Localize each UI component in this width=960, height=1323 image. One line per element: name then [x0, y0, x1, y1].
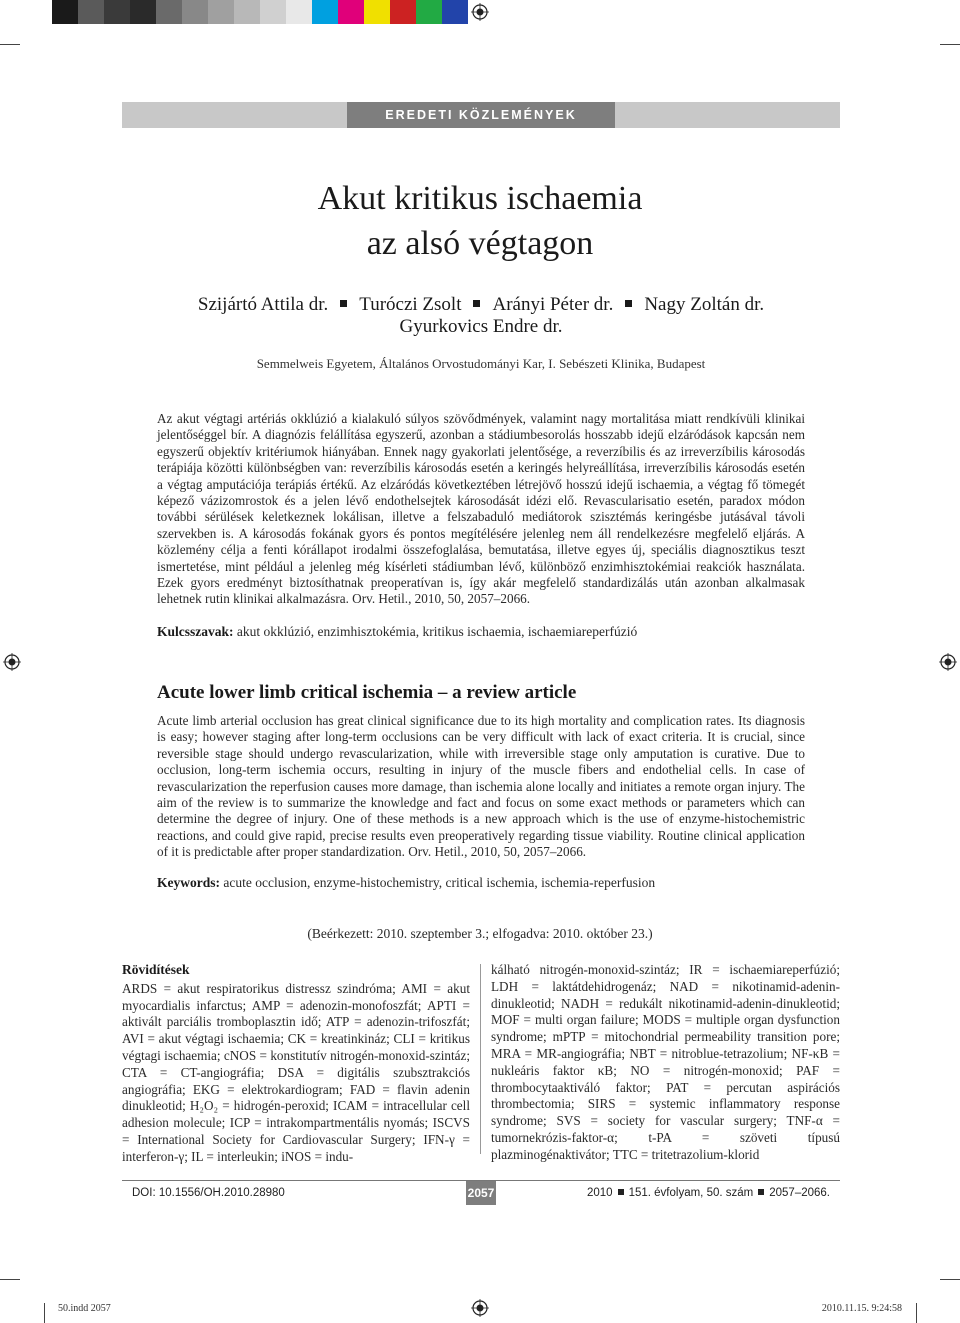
issue-separator-icon — [758, 1189, 764, 1195]
article-title — [0, 176, 960, 266]
calibration-swatch — [260, 0, 286, 24]
title-line-1: Akut kritikus ischaemia — [317, 180, 643, 217]
registration-mark-right-icon — [939, 653, 957, 671]
keywords-en-label: Keywords: — [157, 875, 220, 890]
footer-issue — [587, 1187, 830, 1199]
keywords-en — [157, 875, 805, 891]
column-divider — [480, 964, 481, 1154]
slug-datetime: 2010.11.15. 9:24:58 — [821, 1303, 902, 1314]
abbreviations-heading: Rövidítések — [122, 962, 190, 977]
abstract-en-text: Acute limb arterial occlusion has great clinical significance due to its high mortality and complication rates. Its diagnosis is easy; however staging after long-term occlusions can be very difficult with lack of exact criteria. It is crucial, since reversible stage should undergo revascularization, while with irreversible stage only amputation is curative. Due to occlusion, long-term ischemia occurs, resulting in injury of the muscle fibers and endothelial cells. In case of revascularization the reperfusion causes more damage, than ischemia alone locally and initiates a remote organ injury. The aim of the review is to summarize the knowledge and fact and focus on some exact methods or parameters which can determine the degree of injury. One of these methods is a new approach which is the use of enzyme-histochemistric reactions, and could give rapid, precise results even preoperatively regarding tissue viability. Routine clinical application of it is predictable after proper standardization. Orv. Hetil., 2010, 50, 2057–2066. — [157, 713, 805, 860]
received-dates: (Beérkezett: 2010. szeptember 3.; elfogadva: 2010. október 23.) — [307, 926, 653, 941]
page-number: 2057 — [466, 1181, 496, 1205]
calibration-swatch — [338, 0, 364, 24]
footer-doi: DOI: 10.1556/OH.2010.28980 — [132, 1187, 285, 1199]
calibration-swatch — [364, 0, 390, 24]
author-separator-icon — [473, 300, 480, 307]
keywords-en-text: acute occlusion, enzyme-histochemistry, critical ischemia, ischemia-reperfusion — [223, 875, 656, 890]
abbreviations-left-column — [122, 962, 470, 1166]
author-separator-icon — [340, 300, 347, 307]
crop-mark — [916, 1303, 917, 1323]
calibration-swatch — [182, 0, 208, 24]
keywords-hu-text: akut okklúzió, enzimhisztokémia, kritikus ischaemia, ischaemiareperfúzió — [236, 624, 638, 639]
calibration-swatch — [156, 0, 182, 24]
abbreviations-right-column — [491, 962, 840, 1164]
issue-year: 2010 — [586, 1187, 613, 1199]
crop-mark — [940, 1279, 960, 1280]
color-calibration-bar — [52, 0, 468, 24]
author: Szijártó Attila dr. — [197, 294, 329, 315]
crop-mark — [940, 44, 960, 45]
author: Turóczi Zsolt — [359, 294, 462, 315]
calibration-swatch — [286, 0, 312, 24]
slug-file: 50.indd 2057 — [58, 1303, 111, 1314]
registration-mark-bottom-icon — [471, 1299, 489, 1317]
crop-mark — [0, 1279, 20, 1280]
calibration-swatch — [130, 0, 156, 24]
issue-volume: 151. évfolyam, 50. szám — [628, 1187, 754, 1199]
crop-mark — [0, 44, 20, 45]
keywords-hu — [157, 624, 805, 640]
author: Nagy Zoltán dr. — [644, 294, 765, 315]
keywords-hu-label: Kulcsszavak: — [157, 624, 234, 639]
calibration-swatch — [390, 0, 416, 24]
registration-mark-top-icon — [471, 3, 489, 21]
calibration-swatch — [312, 0, 338, 24]
calibration-swatch — [416, 0, 442, 24]
issue-pages: 2057–2066. — [769, 1187, 830, 1199]
author: Arányi Péter dr. — [492, 294, 614, 315]
title-line-2: az alsó végtagon — [366, 225, 594, 262]
issue-separator-icon — [618, 1189, 624, 1195]
author: Gyurkovics Endre dr. — [399, 316, 563, 337]
abstract-hu — [157, 411, 805, 608]
abbreviations-right-text: kálható nitrogén-monoxid-szintáz; IR = ischaemiareperfúzió; LDH = laktátdehidrogenáz; NAD = nikotinamid-adenin-dinukleotid; NADH = redukált nikotinamid-adenin-dinukleotid; MOF = multi organ failure; MODS = multiple organ dysfunction syndrome; mPTP = mitochondrial permeability transition pore; MRA = MR-angiográfia; NBT = nitroblue-tetrazolium; NF-κB = nukleáris faktor κB; NO = nitrogén-monoxid; PAF = thrombocytaaktiváló faktor; PAT = percutan aspirációs thrombectomia; SIRS = systemic inflammatory response syndrome; SVS = society for vascular surgery; TNF-α = tumornekrózis-faktor-α; t-PA = szöveti típusú plazminogénaktivátor; TTC = tritetrazolium-klorid — [491, 962, 840, 1162]
author-list — [122, 294, 840, 338]
abstract-hu-text: Az akut végtagi artériás okklúzió a kialakuló súlyos szövődmények, valamint nagy mortalitása miatt rendkívüli klinikai jelentőséggel bír. A diagnózis felállítása egyszerű, azonban a stádiumbesorolás hosszabb idejű elzáródások kapcsán nem egyszerű objektív kritériumok hiányában. Ennek nagy gyakorlati jelentősége, a reverzíbilis és az irreverzíbilis károsodás terápiája közötti különbségben van: reverzíbilis károsodás esetén a keringés helyreállítása, irreverzíbilis károsodás esetén a végtag amputációja terápiás értékű. Az elzáródás következtében létrejövő hosszú idejű ischaemia, a végtag fő tömegét képező vázizomrostok és a jelen lévő endothelsejtek károsodását idézi elő. Revascularisatio esetén, paradox módon további sérülések keletkeznek lokálisan, illetve a felszabaduló mediátorok szisztémás keringésbe jutásával távoli szervekben is. A károsodás fokának gyors és pontos megítélésére jelenleg nem áll rendelkezésre megfelelő eljárás. A közlemény célja a fenti kórállapot irodalmi összefoglalása, bemutatása, illetve egyes új, speciális diagnosztikus teszt ismertetése, mint például a jelenleg még kísérleti stádiumban lévő, különböző enzimhisztokémiai reakciók használata. Ezek gyors eredményt biztosíthatnak preoperatívan is, így akár megfelelő standardizálás után azonban alkalmasak lehetnek rutin klinikai alkalmazásra. Orv. Hetil., 2010, 50, 2057–2066. — [157, 411, 805, 607]
calibration-swatch — [234, 0, 260, 24]
crop-mark — [44, 1303, 45, 1323]
author-separator-icon — [625, 300, 632, 307]
abstract-en — [157, 713, 805, 861]
calibration-swatch — [52, 0, 78, 24]
affiliation: Semmelweis Egyetem, Általános Orvostudományi Kar, I. Sebészeti Klinika, Budapest — [256, 356, 706, 371]
calibration-swatch — [78, 0, 104, 24]
abbreviations-left-text: ARDS = akut respiratorikus distressz szindróma; AMI = akut myocardialis infarctus; AMP = adenozin-monofoszfát; APTI = aktivált parciális tromboplasztin idő; ATP = adenozin-trifoszfát; AVI = akut végtagi ischaemia; CK = kreatinkináz; CLI = kritikus végtagi ischaemia; cNOS = konstitutív nitrogén-monoxid-szintáz; CTA = CT-angiográfia; DSA = digitális szubsztrakciós angiográfia; EKG = elektrokardiogram; FAD = flavin adenin dinukleotid; H₂O₂ = hidrogén-peroxid; ICAM = intracellular cell adhesion molecule; ICP = intrakompartmentális nyomás; ISCVS = International Society for Cardiovascular Surgery; IFN-γ = interferon-γ; IL = interleukin; iNOS = indu- — [122, 980, 470, 1164]
calibration-swatch — [442, 0, 468, 24]
calibration-swatch — [104, 0, 130, 24]
english-title: Acute lower limb critical ischemia – a review article — [157, 682, 577, 703]
calibration-swatch — [208, 0, 234, 24]
section-label: EREDETI KÖZLEMÉNYEK — [347, 102, 615, 128]
registration-mark-left-icon — [3, 653, 21, 671]
